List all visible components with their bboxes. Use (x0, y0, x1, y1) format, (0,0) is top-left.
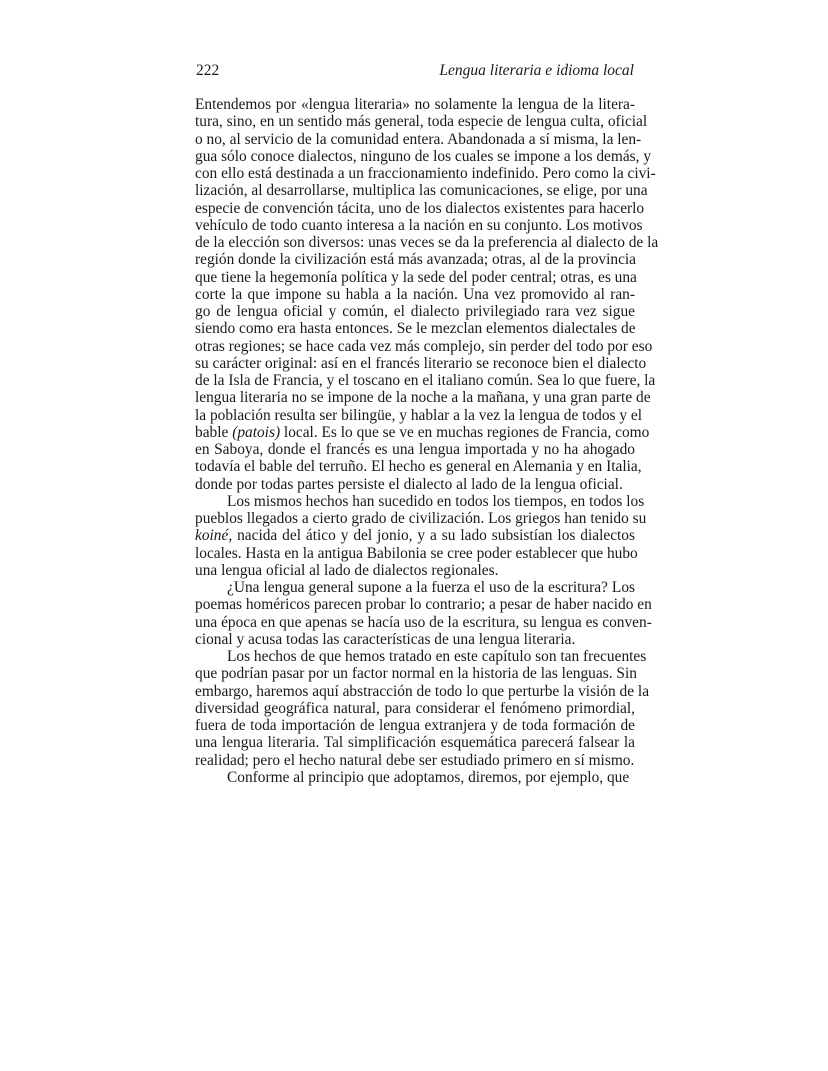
text-line: o no, al servicio de la comunidad entera. Abandonada a sí misma, la len- (195, 130, 642, 148)
text-line: tura, sino, en un sentido más general, toda especie de lengua culta, oficial (195, 113, 648, 131)
text-line: Los mismos hechos han sucedido en todos los tiempos, en todos los (227, 492, 645, 510)
text-line: que tiene la hegemonía política y la sede del poder central; otras, es una (195, 268, 637, 286)
text-line: diversidad geográfica natural, para considerar el fenómeno primordial, (195, 699, 635, 717)
text-line: de la elección son diversos: unas veces se da la preferencia al dialecto de la (195, 234, 659, 251)
paragraph (195, 96, 659, 493)
text-line: corte la que impone su habla a la nación. Una vez promovido al ran- (195, 285, 635, 303)
text-line: otras regiones; se hace cada vez más complejo, sin perder del todo por eso (195, 337, 653, 355)
text-line: ¿Una lengua general supone a la fuerza el uso de la escritura? Los (227, 579, 635, 596)
text-line: realidad; pero el hecho natural debe ser estudiado primero en sí mismo. (195, 751, 635, 769)
text-line: con ello está destinada a un fraccionamiento indefinido. Pero como la civi- (195, 165, 656, 182)
text-line: koiné, nacida del ático y del jonio, y a su lado subsistían los dialectos (195, 527, 635, 545)
italic-term: koiné, (195, 527, 233, 545)
text-line: fuera de toda importación de lengua extranjera y de toda formación de (195, 717, 635, 734)
italic-term: (patois) (232, 423, 281, 441)
text-line: poemas homéricos parecen probar lo contrario; a pesar de haber nacido en (195, 596, 652, 614)
text-line: siendo como era hasta entonces. Se le mezclan elementos dialectales de (195, 320, 636, 338)
text-line: bable (patois) local. Es lo que se ve en muchas regiones de Francia, como (195, 423, 650, 441)
text-line: lización, al desarrollarse, multiplica las comunicaciones, se elige, por una (195, 182, 648, 200)
text-line: donde por todas partes persiste el dialecto al lado de la lengua oficial. (195, 475, 623, 493)
paragraph (195, 579, 652, 648)
text-line: que podrían pasar por un factor normal en la historia de las lenguas. Sin (195, 665, 637, 683)
text-line: una lengua literaria. Tal simplificación esquemática parecerá falsear la (195, 734, 635, 752)
text-line: Los hechos de que hemos tratado en este capítulo son tan frecuentes (227, 648, 647, 665)
text-line: todavía el bable del terruño. El hecho es general en Alemania y en Italia, (195, 458, 642, 476)
text-line: embargo, haremos aquí abstracción de todo lo que perturbe la visión de la (195, 682, 650, 700)
text-line: en Saboya, donde el francés es una lengua importada y no ha ahogado (195, 441, 635, 458)
text-line: región donde la civilización está más avanzada; otras, al de la provincia (195, 251, 637, 269)
text-line: pueblos llegados a cierto grado de civilización. Los griegos han tenido su (195, 510, 647, 527)
text-line: cional y acusa todas las características de una lengua literaria. (195, 630, 576, 648)
text-line: go de lengua oficial y común, el dialecto privilegiado rara vez sigue (195, 303, 635, 320)
paragraph (195, 492, 647, 579)
text-line: de la Isla de Francia, y el toscano en el italiano común. Sea lo que fuere, la (195, 372, 656, 389)
body-text (195, 96, 659, 786)
paragraph (195, 648, 650, 769)
paragraph (195, 769, 635, 786)
running-title: Lengua literaria e idioma local (439, 62, 634, 79)
page-number: 222 (196, 62, 220, 79)
text-line: lengua literaria no se impone de la noche a la mañana, y una gran parte de (195, 389, 651, 407)
text-line: especie de convención tácita, uno de los dialectos existentes para hacerlo (195, 199, 645, 217)
text-line: gua sólo conoce dialectos, ninguno de los cuales se impone a los demás, y (195, 147, 652, 165)
text-line: su carácter original: así en el francés literario se reconoce bien el dialecto (195, 354, 647, 372)
text-line: la población resulta ser bilingüe, y hablar a la vez la lengua de todos y el (195, 406, 643, 424)
text-line: una época en que apenas se hacía uso de la escritura, su lengua es conven- (195, 613, 652, 631)
text-line: Entendemos por «lengua literaria» no solamente la lengua de la litera- (195, 96, 635, 113)
text-line: una lengua oficial al lado de dialectos regionales. (195, 561, 499, 579)
text-line: vehículo de todo cuanto interesa a la nación en su conjunto. Los motivos (195, 216, 643, 234)
text-line: locales. Hasta en la antigua Babilonia se cree poder establecer que hubo (195, 544, 638, 562)
text-line: Conforme al principio que adoptamos, diremos, por ejemplo, que (227, 768, 630, 786)
